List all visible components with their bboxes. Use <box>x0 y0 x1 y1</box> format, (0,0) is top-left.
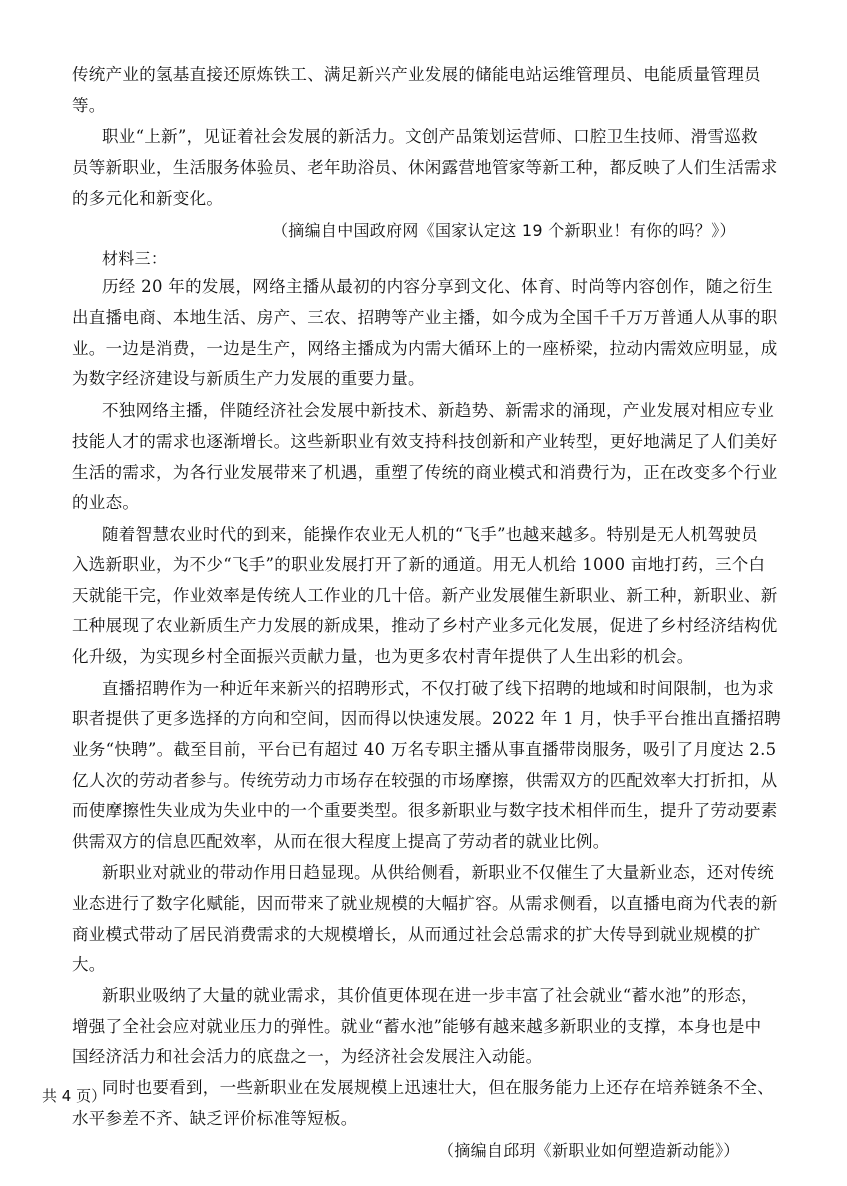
body-text-line: 的多元化和新变化。 <box>72 189 224 208</box>
body-text-line: 化升级，为实现乡村全面振兴贡献力量，也为更多农村青年提供了人生出彩的机会。 <box>72 647 694 666</box>
body-text-line: 业务“快聘”。截至目前，平台已有超过 40 万名专职主播从事直播带岗服务，吸引了月度达 2.5 <box>72 740 777 759</box>
body-text-line: 增强了全社会应对就业压力的弹性。就业“蓄水池”能够有越来越多新职业的支撑，本身也是中 <box>72 1017 762 1036</box>
body-text-line: 供需双方的信息匹配效率，从而在很大程度上提高了劳动者的就业比例。 <box>72 832 610 851</box>
body-text-line: 职业“上新”，见证着社会发展的新活力。文创产品策划运营师、口腔卫生技师、滑雪巡救 <box>102 127 758 146</box>
body-text-line: 天就能干完，作业效率是传统人工作业的几十倍。新产业发展催生新职业、新工种，新职业、新 <box>72 586 778 605</box>
body-text-line: 而使摩擦性失业成为失业中的一个重要类型。很多新职业与数字技术相伴而生，提升了劳动要素 <box>72 801 778 820</box>
body-text-line: 的业态。 <box>72 493 140 512</box>
body-text-line: 等。 <box>72 96 106 115</box>
body-text-line: 工种展现了农业新质生产力发展的新成果，推动了乡村产业多元化发展，促进了乡村经济结构优 <box>72 616 778 635</box>
body-text-line: 不独网络主播，伴随经济社会发展中新技术、新趋势、新需求的涌现，产业发展对相应专业 <box>102 401 774 420</box>
body-text-line: 生活的需求，为各行业发展带来了机遇，重塑了传统的商业模式和消费行为，正在改变多个行业 <box>72 463 778 482</box>
body-text-line: 亿人次的劳动者参与。传统劳动力市场存在较强的市场摩擦，供需双方的匹配效率大打折扣，从 <box>72 771 778 790</box>
body-text-line: 业。一边是消费，一边是生产，网络主播成为内需大循环上的一座桥梁，拉动内需效应明显，成 <box>72 339 778 358</box>
body-text-line: 国经济活力和社会活力的底盘之一，为经济社会发展注入动能。 <box>72 1047 543 1066</box>
body-text-line: 员等新职业，生活服务体验员、老年助浴员、休闲露营地管家等新工种，都反映了人们生活需求 <box>72 158 778 177</box>
body-text-line: 随着智慧农业时代的到来，能操作农业无人机的“飞手”也越来越多。特别是无人机驾驶员 <box>102 525 758 544</box>
body-text-line: 直播招聘作为一种近年来新兴的招聘形式，不仅打破了线下招聘的地域和时间限制，也为求 <box>102 679 774 698</box>
source-citation: （摘编自中国政府网《国家认定这 19 个新职业！有你的吗？》） <box>272 221 736 240</box>
body-text-line: 职者提供了更多选择的方向和空间，因而得以快速发展。2022 年 1 月，快手平台推出直播招聘 <box>72 709 782 728</box>
body-text-line: 新职业对就业的带动作用日趋显现。从供给侧看，新职业不仅催生了大量新业态，还对传统 <box>102 863 774 882</box>
body-text-line: 历经 20 年的发展，网络主播从最初的内容分享到文化、体育、时尚等内容创作，随之衍生 <box>102 277 774 296</box>
body-text-line: 新职业吸纳了大量的就业需求，其价值更体现在进一步丰富了社会就业“蓄水池”的形态， <box>102 986 758 1005</box>
source-citation: （摘编自邱玥《新职业如何塑造新动能》） <box>438 1141 740 1160</box>
page-footer: 共 4 页） <box>42 1087 107 1105</box>
body-text-line: 出直播电商、本地生活、房产、三农、招聘等产业主播，如今成为全国千千万万普通人从事的职 <box>72 308 778 327</box>
body-text-line: 大。 <box>72 955 106 974</box>
section-heading: 材料三： <box>102 249 168 268</box>
body-text-line: 入选新职业，为不少“飞手”的职业发展打开了新的通道。用无人机给 1000 亩地打药，三个白 <box>72 555 766 574</box>
body-text-line: 技能人才的需求也逐渐增长。这些新职业有效支持科技创新和产业转型，更好地满足了人们美好 <box>72 432 778 451</box>
body-text-line: 水平参差不齐、缺乏评价标准等短板。 <box>72 1109 358 1128</box>
body-text-line: 业态进行了数字化赋能，因而带来了就业规模的大幅扩容。从需求侧看，以直播电商为代表的新 <box>72 894 778 913</box>
body-text-line: 商业模式带动了居民消费需求的大规模增长，从而通过社会总需求的扩大传导到就业规模的扩 <box>72 925 761 944</box>
body-text-line: 同时也要看到，一些新职业在发展规模上迅速壮大，但在服务能力上还存在培养链条不全、 <box>102 1078 774 1097</box>
body-text-line: 传统产业的氢基直接还原炼铁工、满足新兴产业发展的储能电站运维管理员、电能质量管理员 <box>72 65 761 84</box>
body-text-line: 为数字经济建设与新质生产力发展的重要力量。 <box>72 369 425 388</box>
